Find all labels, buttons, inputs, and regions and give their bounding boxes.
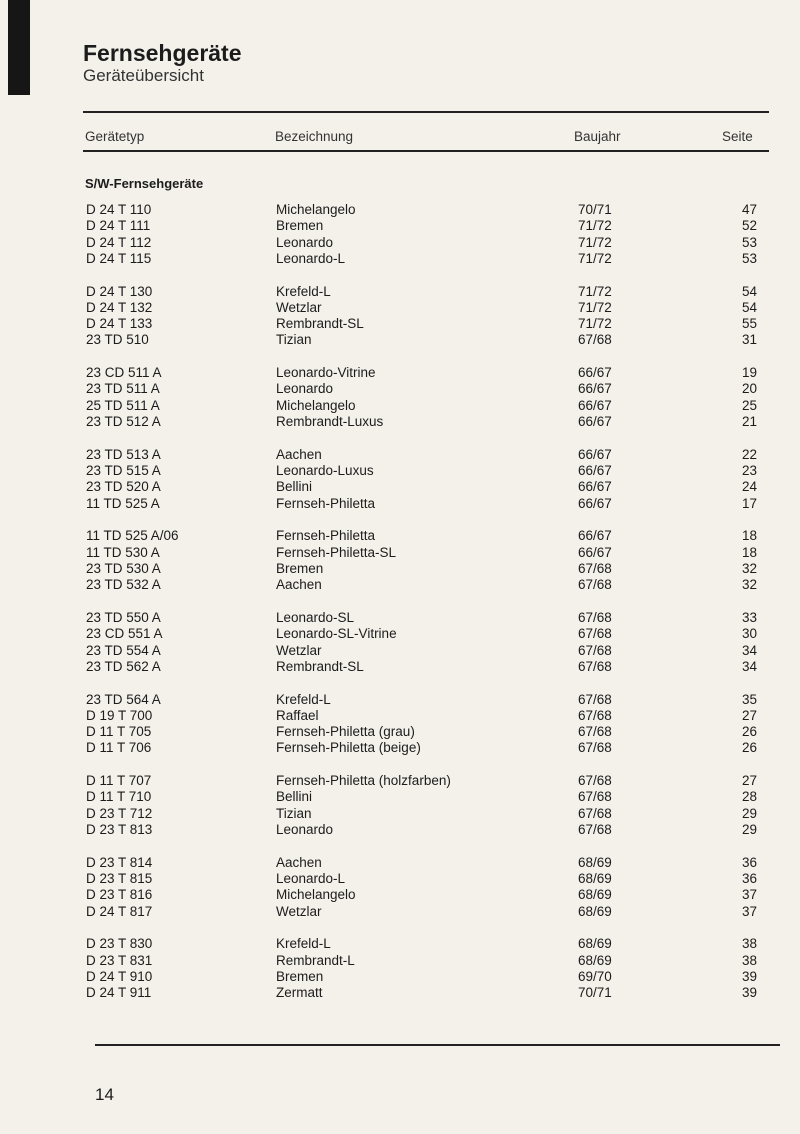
device-type: D 19 T 700 [86,707,153,723]
table-row [0,773,800,789]
page-ref: 29 [741,805,757,821]
device-type: 11 TD 530 A [86,544,160,560]
page-title: Fernsehgeräte [83,40,242,66]
page-ref: 30 [741,626,757,642]
page-ref: 34 [741,642,757,658]
page-ref: 38 [741,952,757,968]
device-type: D 24 T 910 [86,968,153,984]
table-row [0,463,800,479]
device-type: D 24 T 911 [86,985,152,1001]
build-year: 66/67 [578,528,612,544]
device-type: 23 TD 564 A [86,691,161,707]
table-row [0,789,800,805]
build-year: 71/72 [578,218,612,234]
device-name: Leonardo-Luxus [276,463,374,479]
device-type: 23 TD 562 A [86,658,161,674]
device-name: Fernseh-Philetta [276,495,376,511]
section-heading: S/W-Fernsehgeräte [85,176,204,191]
table-row [0,381,800,397]
device-type: 23 TD 515 A [86,463,161,479]
device-type: D 23 T 831 [86,952,153,968]
device-type: 23 TD 511 A [86,381,160,397]
device-name: Krefeld-L [276,691,331,707]
top-rule [83,111,769,113]
device-type: 23 TD 520 A [86,479,161,495]
table-row [0,332,800,348]
device-type: 23 TD 550 A [86,609,161,625]
table-row [0,610,800,626]
device-name: Leonardo-Vitrine [276,365,376,381]
device-name: Rembrandt-Luxus [276,414,384,430]
table-row [0,904,800,920]
page-ref: 35 [741,691,757,707]
build-year: 67/68 [578,609,612,625]
device-type: D 11 T 707 [86,773,152,789]
page-ref: 39 [741,985,757,1001]
device-name: Zermatt [276,985,323,1001]
device-name: Rembrandt-SL [276,316,364,332]
device-name: Tizian [276,805,312,821]
build-year: 67/68 [578,805,612,821]
table-row [0,724,800,740]
device-name: Leonardo [276,822,334,838]
table-row [0,528,800,544]
device-type: D 23 T 712 [86,805,153,821]
device-name: Leonardo-SL [276,609,355,625]
device-name: Fernseh-Philetta-SL [276,544,397,560]
build-year: 66/67 [578,446,612,462]
device-type: 23 CD 511 A [86,365,162,381]
device-name: Aachen [276,577,322,593]
build-year: 67/68 [578,332,612,348]
device-name: Fernseh-Philetta (beige) [276,740,421,756]
table-row [0,708,800,724]
build-year: 71/72 [578,234,612,250]
device-type: 11 TD 525 A [86,495,160,511]
build-year: 71/72 [578,283,612,299]
build-year: 67/68 [578,724,612,740]
build-year: 67/68 [578,642,612,658]
build-year: 67/68 [578,789,612,805]
table-row [0,577,800,593]
device-type: D 24 T 817 [86,903,153,919]
device-type: D 23 T 830 [86,936,153,952]
device-type: D 23 T 813 [86,822,153,838]
page-ref: 32 [741,560,757,576]
page-ref: 29 [741,822,757,838]
page-ref: 31 [741,332,757,348]
build-year: 67/68 [578,626,612,642]
device-type: 23 TD 530 A [86,560,161,576]
build-year: 66/67 [578,544,612,560]
build-year: 68/69 [578,952,612,968]
row-group [0,528,800,610]
table-row [0,855,800,871]
page-ref: 27 [741,707,757,723]
device-name: Leonardo-L [276,250,346,266]
table-row [0,479,800,495]
column-header-type: Gerätetyp [85,129,145,144]
build-year: 71/72 [578,299,612,315]
page-ref: 55 [741,316,757,332]
build-year: 67/68 [578,577,612,593]
build-year: 66/67 [578,495,612,511]
page-ref: 33 [741,609,757,625]
build-year: 68/69 [578,854,612,870]
page-ref: 17 [741,495,757,511]
row-group [0,936,800,1018]
page-ref: 34 [741,658,757,674]
device-type: D 23 T 815 [86,871,153,887]
device-name: Leonardo [276,381,334,397]
table-row [0,969,800,985]
device-type: 23 TD 513 A [86,446,161,462]
page-ref: 53 [741,234,757,250]
build-year: 67/68 [578,691,612,707]
table-row [0,202,800,218]
page-ref: 53 [741,250,757,266]
device-type: D 24 T 132 [86,299,153,315]
page-ref: 24 [741,479,757,495]
device-type: D 11 T 705 [86,724,152,740]
build-year: 68/69 [578,887,612,903]
device-name: Rembrandt-L [276,952,355,968]
device-type: D 24 T 130 [86,283,153,299]
table-row [0,316,800,332]
device-type: D 24 T 112 [86,234,152,250]
build-year: 66/67 [578,414,612,430]
column-header-page: Seite [722,129,753,144]
page-ref: 37 [741,887,757,903]
device-name: Leonardo-L [276,871,346,887]
page-subtitle: Geräteübersicht [83,66,204,85]
build-year: 68/69 [578,903,612,919]
device-name: Bremen [276,560,324,576]
row-group [0,202,800,284]
device-name: Tizian [276,332,312,348]
device-name: Raffael [276,707,319,723]
build-year: 69/70 [578,968,612,984]
device-type: 23 TD 510 [86,332,149,348]
table-row [0,496,800,512]
device-name: Krefeld-L [276,936,331,952]
table-row [0,447,800,463]
device-type: D 23 T 816 [86,887,153,903]
device-type: D 24 T 115 [86,250,152,266]
build-year: 66/67 [578,463,612,479]
device-name: Bellini [276,479,313,495]
build-year: 67/68 [578,822,612,838]
page-ref: 27 [741,773,757,789]
device-type: 23 TD 512 A [86,414,161,430]
table-row [0,414,800,430]
device-type: D 11 T 706 [86,740,152,756]
page-ref: 22 [741,446,757,462]
page-ref: 28 [741,789,757,805]
table-row [0,953,800,969]
column-header-year: Baujahr [574,129,621,144]
row-group [0,692,800,774]
device-type: D 24 T 111 [86,218,151,234]
device-type: D 23 T 814 [86,854,153,870]
page-ref: 18 [741,544,757,560]
table-row [0,251,800,267]
device-name: Aachen [276,854,322,870]
table-row [0,235,800,251]
table-row [0,545,800,561]
table-row [0,740,800,756]
table-row [0,626,800,642]
header-rule [83,150,769,152]
page-ref: 54 [741,299,757,315]
device-name: Fernseh-Philetta (grau) [276,724,415,740]
device-name: Wetzlar [276,642,322,658]
device-name: Bellini [276,789,313,805]
device-name: Michelangelo [276,397,356,413]
table-row [0,887,800,903]
device-name: Bremen [276,218,324,234]
page-ref: 38 [741,936,757,952]
table-row [0,659,800,675]
table-row [0,806,800,822]
build-year: 67/68 [578,658,612,674]
bottom-rule [95,1044,780,1046]
device-type: D 24 T 133 [86,316,153,332]
page-ref: 32 [741,577,757,593]
page-ref: 47 [741,202,757,217]
build-year: 67/68 [578,560,612,576]
page-ref: 20 [741,381,757,397]
device-name: Leonardo [276,234,334,250]
build-year: 66/67 [578,479,612,495]
build-year: 67/68 [578,707,612,723]
device-name: Michelangelo [276,202,356,217]
index-tab-marker [8,0,30,95]
table-row [0,936,800,952]
device-type: 23 CD 551 A [86,626,163,642]
device-type: 23 TD 532 A [86,577,161,593]
device-type: 11 TD 525 A/06 [86,528,179,544]
table-row [0,871,800,887]
table-row [0,218,800,234]
page-ref: 21 [741,414,757,430]
row-group [0,284,800,366]
build-year: 66/67 [578,397,612,413]
device-type: D 11 T 710 [86,789,152,805]
table-row [0,365,800,381]
table-row [0,692,800,708]
page-ref: 19 [741,365,757,381]
row-group [0,855,800,937]
device-name: Michelangelo [276,887,356,903]
row-group [0,610,800,692]
build-year: 70/71 [578,202,612,217]
device-type: 25 TD 511 A [86,397,160,413]
device-name: Krefeld-L [276,283,331,299]
build-year: 68/69 [578,871,612,887]
page-number: 14 [95,1085,114,1104]
build-year: 71/72 [578,316,612,332]
table-row [0,300,800,316]
build-year: 67/68 [578,740,612,756]
page-ref: 36 [741,871,757,887]
row-group [0,447,800,529]
page-ref: 52 [741,218,757,234]
device-name: Fernseh-Philetta (holzfarben) [276,773,451,789]
column-header-name: Bezeichnung [275,129,354,144]
table-row [0,284,800,300]
build-year: 71/72 [578,250,612,266]
build-year: 68/69 [578,936,612,952]
device-name: Bremen [276,968,324,984]
device-name: Fernseh-Philetta [276,528,376,544]
page-ref: 39 [741,968,757,984]
device-name: Leonardo-SL-Vitrine [276,626,397,642]
table-row [0,561,800,577]
page-ref: 54 [741,283,757,299]
page-ref: 26 [741,740,757,756]
table-row [0,398,800,414]
page-ref: 36 [741,854,757,870]
device-name: Wetzlar [276,903,322,919]
page-ref: 37 [741,903,757,919]
page-ref: 25 [741,397,757,413]
build-year: 67/68 [578,773,612,789]
device-type: 23 TD 554 A [86,642,161,658]
page-ref: 26 [741,724,757,740]
table-row [0,985,800,1001]
build-year: 70/71 [578,985,612,1001]
device-name: Aachen [276,446,322,462]
page-ref: 18 [741,528,757,544]
device-table [0,202,800,1018]
device-type: D 24 T 110 [86,202,152,217]
page-ref: 23 [741,463,757,479]
table-row [0,822,800,838]
build-year: 66/67 [578,365,612,381]
row-group [0,773,800,855]
device-name: Rembrandt-SL [276,658,364,674]
table-row [0,643,800,659]
device-name: Wetzlar [276,299,322,315]
row-group [0,365,800,447]
build-year: 66/67 [578,381,612,397]
